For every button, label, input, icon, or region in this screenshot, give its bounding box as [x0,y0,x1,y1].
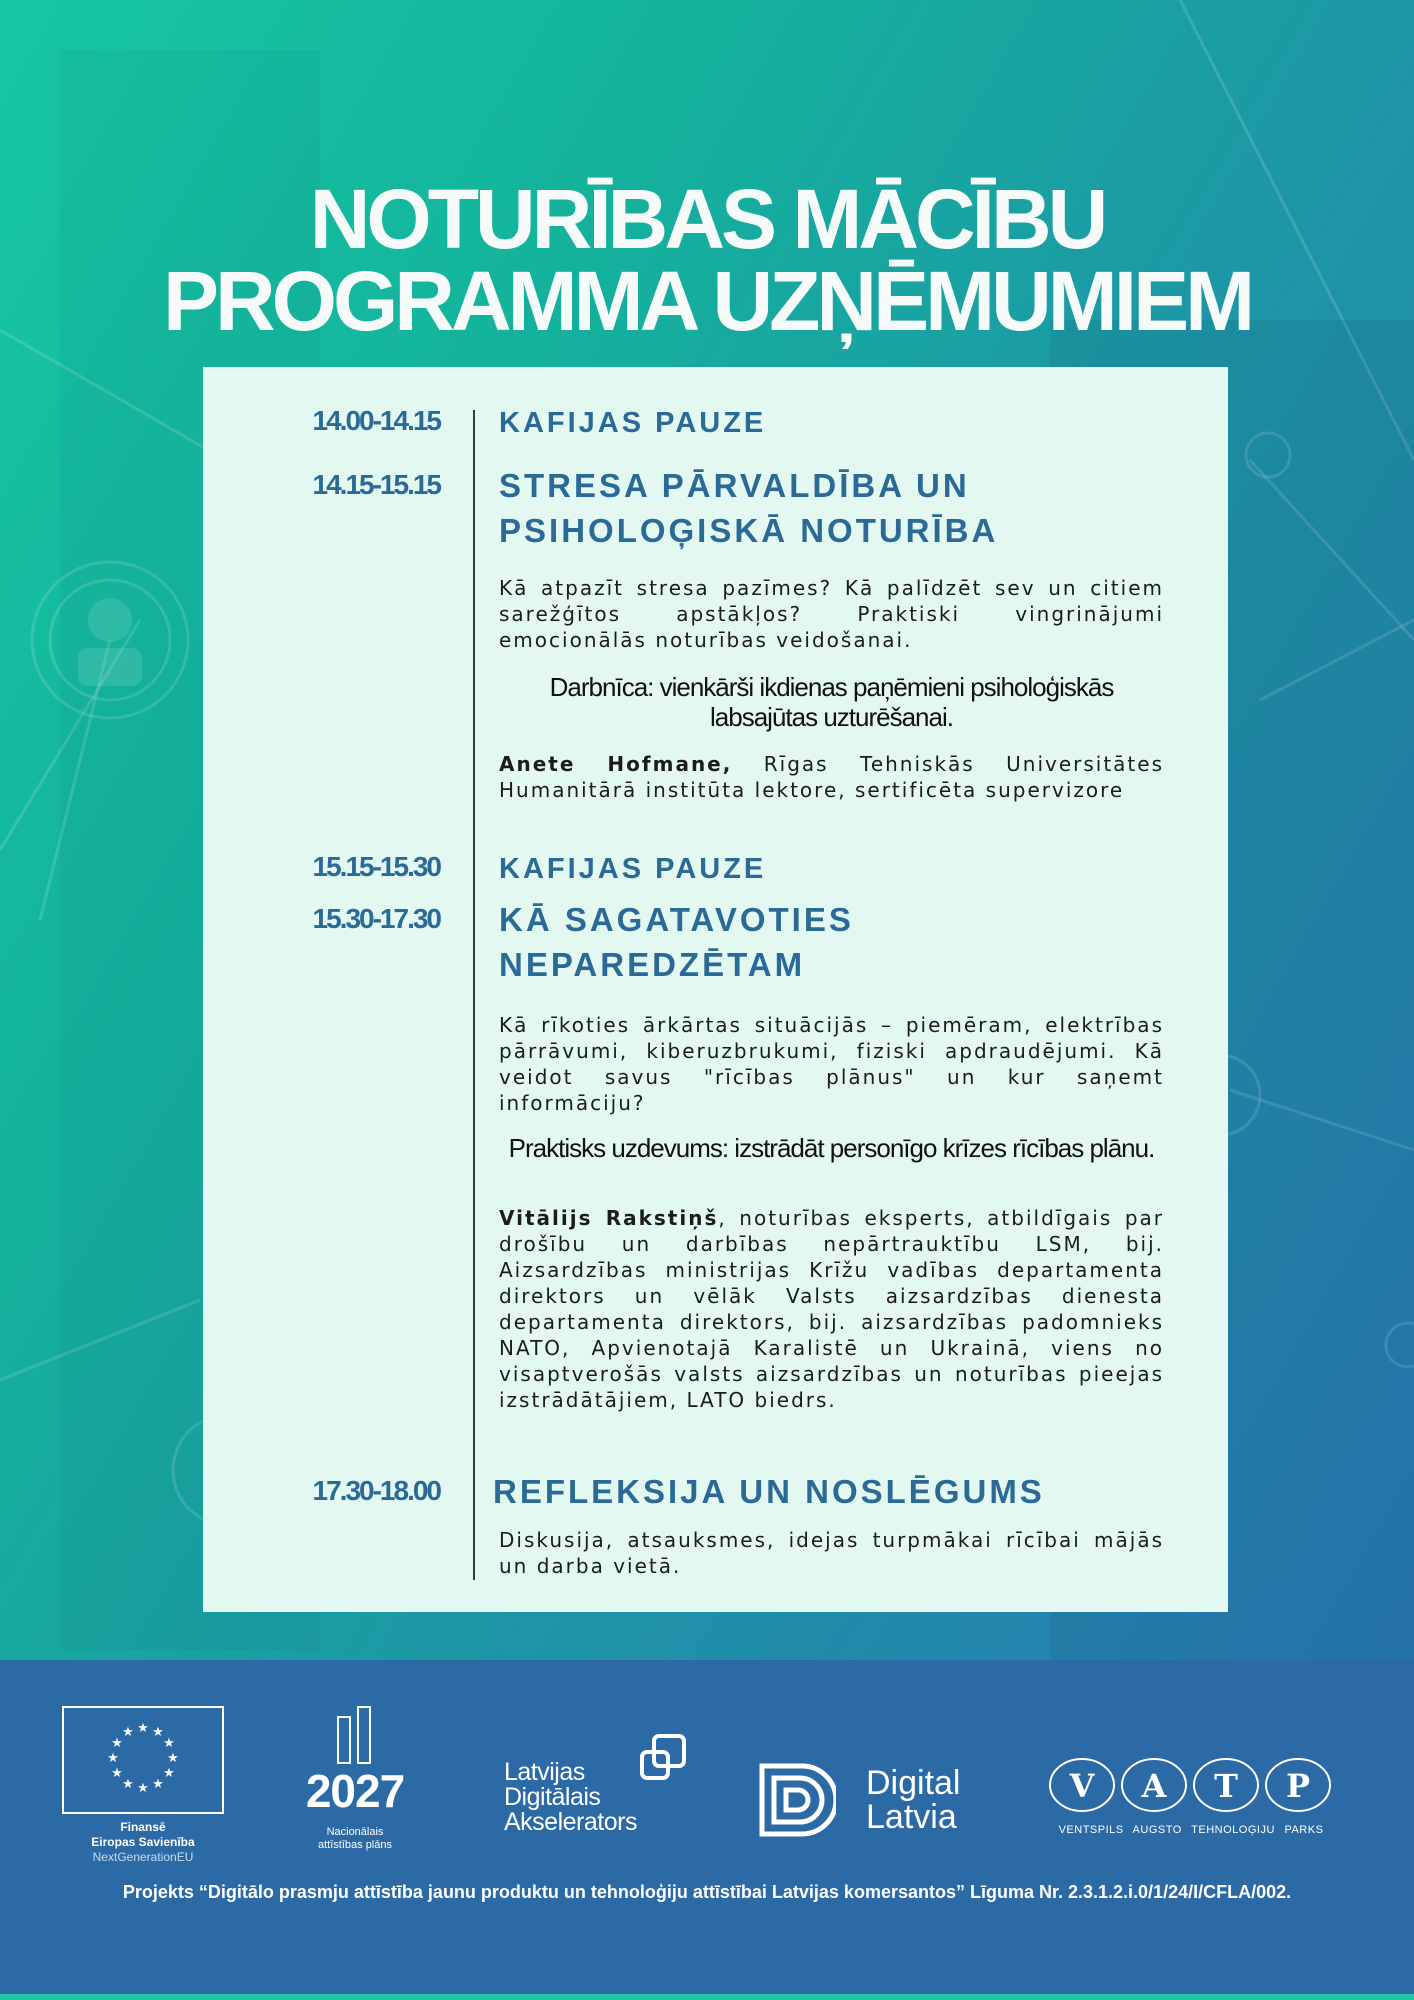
schedule-description: Kā rīkoties ārkārtas situācijās – piemēram, elektrības pārrāvumi, kiberuzbrukumi, fiziski apdraudējumi. Kā veidot savus "rīcības plānus" un kur saņemt informāciju? [499,1013,1164,1115]
speaker-role: Rīgas Tehniskās Universitātes Humanitārā institūta lektore, sertificēta supervizore [499,752,1164,802]
schedule-heading-line: PSIHOLOĢISKĀ NOTURĪBA [499,512,999,549]
schedule-heading-line: KĀ SAGATAVOTIES [499,901,854,938]
title-line-1: NOTURĪBAS MĀCĪBU [309,172,1105,266]
nap-caption-line: attīstības plāns [318,1839,392,1851]
vatp-caption: VENTSPILS AUGSTO TEHNOLOĢIJU PARKS [1058,1824,1324,1836]
svg-text:★: ★ [122,1777,134,1792]
nap-bars-icon [336,1705,376,1765]
svg-text:★: ★ [152,1725,164,1740]
digital-latvia-icon [756,1760,836,1840]
schedule-time: 15.15-15.30 [312,851,440,882]
eu-caption [40,1820,246,1865]
schedule-heading: KAFIJAS PAUZE [499,853,767,885]
svg-text:★: ★ [152,1777,164,1792]
eu-caption-line: Eiropas Savienība [91,1835,195,1849]
schedule-heading-line: STRESA PĀRVALDĪBA UN [499,467,970,504]
speaker-info [499,751,1164,803]
eu-flag-logo [62,1706,224,1814]
schedule-heading: REFLEKSIJA UN NOSLĒGUMS [493,1473,1045,1510]
vatp-letter: P [1285,1767,1311,1805]
footer-accent-bar [0,1994,1414,2000]
lda-line: Digitālais [504,1783,601,1811]
schedule-description: Kā atpazīt stresa pazīmes? Kā palīdzēt sev un citiem sarežģītos apstākļos? Praktiski vingrinājumi emocionālās noturības veidošanai. [499,576,1164,652]
svg-text:★: ★ [137,1781,149,1796]
vatp-letter: T [1214,1767,1238,1805]
eu-stars-icon [64,1708,222,1812]
svg-text:★: ★ [111,1766,123,1781]
workshop-note: Praktisks uzdevums: izstrādāt personīgo krīzes rīcības plānu. [508,1133,1155,1163]
nap-year: 2027 [305,1765,405,1817]
svg-text:★: ★ [111,1736,123,1751]
schedule-time: 17.30-18.00 [312,1475,440,1506]
schedule-time: 14.15-15.15 [312,469,440,500]
lda-line: Akselerators [504,1808,637,1836]
svg-text:★: ★ [122,1725,134,1740]
digital-latvia-text [866,1766,960,1834]
svg-text:★: ★ [163,1736,175,1751]
lda-logo-text [504,1760,637,1835]
eu-caption-line: NextGenerationEU [92,1850,194,1864]
timeline-divider [473,410,475,1580]
dl-line: Digital [866,1764,961,1802]
svg-text:★: ★ [167,1751,179,1766]
lda-line: Latvijas [504,1758,585,1786]
speaker-name: Vitālijs Rakstiņš [499,1206,719,1230]
project-statement: Projekts “Digitālo prasmju attīstība jaunu produktu un tehnoloģiju attīstībai Latvijas komersantos” Līguma Nr. 2.3.1.2.i.0/1/24/I/CFLA/002. [122,1882,1292,1902]
schedule-card [203,367,1228,1612]
schedule-heading: KAFIJAS PAUZE [499,407,767,439]
svg-text:★: ★ [137,1721,149,1736]
workshop-note: Darbnīca: vienkārši ikdienas paņēmieni psiholoģiskās labsajūtas uzturēšanai. [549,672,1114,732]
schedule-heading [499,897,1179,987]
schedule-time: 14.00-14.15 [312,405,440,436]
footer [0,1660,1414,2000]
vatp-logo [1046,1755,1336,1815]
nap-caption-line: Nacionālais [326,1826,384,1838]
eu-caption-line: Finansē [120,1820,166,1834]
vatp-letter: V [1069,1767,1095,1805]
svg-text:★: ★ [163,1766,175,1781]
svg-text:★: ★ [107,1751,119,1766]
dl-line: Latvia [866,1798,957,1836]
lda-squares-icon [636,1732,692,1788]
schedule-heading [499,463,1179,553]
page-title [0,172,1414,348]
vatp-letter: A [1141,1767,1167,1805]
speaker-name: Anete Hofmane, [499,752,733,776]
title-line-2: PROGRAMMA UZŅĒMUMIEM [162,254,1252,348]
speaker-role: , noturības eksperts, atbildīgais par drošību un darbības nepārtrauktību LSM, bij. Aizsardzības ministrijas Krīžu vadības departamenta direktors un vēlāk Valsts aizsardzības dienesta departamenta direktors, bij. aizsardzības padomnieks NATO, Apvienotajā Karalistē un Ukrainā, viens no visaptverošās valsts aizsardzības un noturības pieejas izstrādātājiem, LATO biedrs. [499,1206,1164,1412]
schedule-heading-line: NEPAREDZĒTAM [499,946,806,983]
nap-caption [290,1826,420,1852]
schedule-time: 15.30-17.30 [312,903,440,934]
speaker-info [499,1205,1164,1413]
schedule-description: Diskusija, atsauksmes, idejas turpmākai rīcībai mājās un darba vietā. [499,1528,1164,1578]
